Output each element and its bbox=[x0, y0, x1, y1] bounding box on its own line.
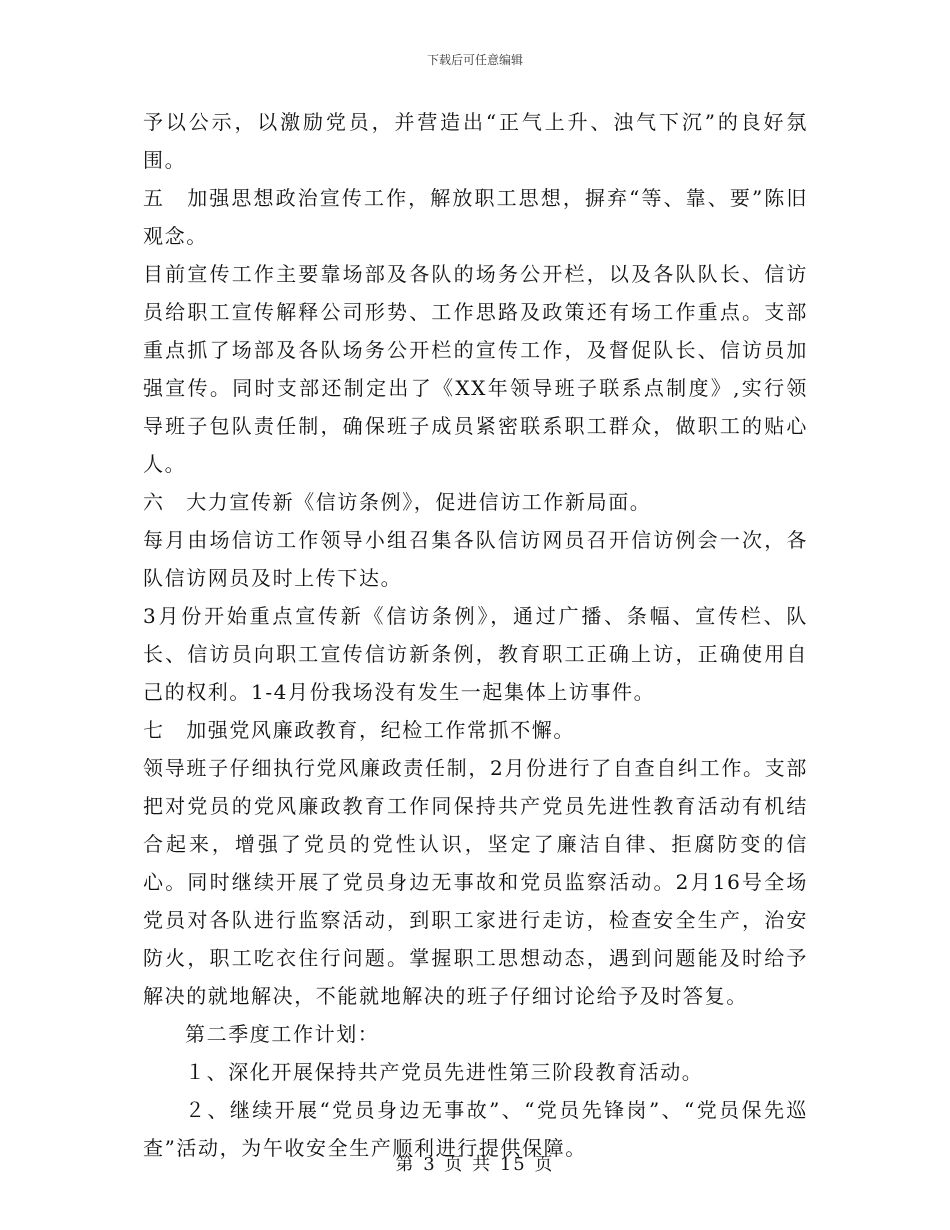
paragraph: 领导班子仔细执行党风廉政责任制，2月份进行了自查自纠工作。支部把对党员的党风廉政教育工作同保持共产党员先进性教育活动有机结合起来，增强了党员的党性认识，坚定了廉洁自律、拒腐防变的信心。同时继续开展了党员身边无事故和党员监察活动。2月16号全场党员对各队进行监察活动，到职工家进行走访，检查安全生产，治安防火，职工吃衣住行问题。掌握职工思想动态，遇到问题能及时给予解决的就地解决，不能就地解决的班子仔细讨论给予及时答复。 bbox=[143, 756, 808, 1008]
page-number: 第 3 页 共 15 页 bbox=[395, 1154, 555, 1175]
page-header: 下载后可任意编辑 bbox=[426, 53, 523, 67]
plan-item: １、深化开展保持共产党员先进性第三阶段教育活动。 bbox=[185, 1060, 704, 1084]
paragraph: 予以公示，以激励党员，并营造出“正气上升、浊气下沉”的良好氛围。 bbox=[143, 110, 808, 172]
document-body bbox=[143, 103, 808, 1167]
section-heading: 六 大力宣传新《信访条例》，促进信访工作新局面。 bbox=[143, 490, 652, 514]
plan-heading: 第二季度工作计划： bbox=[185, 1022, 380, 1046]
section-heading: 五 加强思想政治宣传工作，解放职工思想，摒弃“等、靠、要”陈旧观念。 bbox=[143, 186, 808, 248]
plan-item: ２、继续开展“党员身边无事故”、“党员先锋岗”、“党员保先巡查”活动，为午收安全生产顺利进行提供保障。 bbox=[143, 1098, 808, 1160]
paragraph: 每月由场信访工作领导小组召集各队信访网员召开信访例会一次，各队信访网员及时上传下达。 bbox=[143, 528, 808, 590]
section-heading: 七 加强党风廉政教育，纪检工作常抓不懈。 bbox=[143, 718, 575, 742]
paragraph: 目前宣传工作主要靠场部及各队的场务公开栏，以及各队队长、信访员给职工宣传解释公司形势、工作思路及政策还有场工作重点。支部重点抓了场部及各队场务公开栏的宣传工作，及督促队长、信访员加强宣传。同时支部还制定出了《XX年领导班子联系点制度》,实行领导班子包队责任制，确保班子成员紧密联系职工群众，做职工的贴心人。 bbox=[143, 262, 808, 476]
paragraph: 3月份开始重点宣传新《信访条例》，通过广播、条幅、宣传栏、队长、信访员向职工宣传信访新条例，教育职工正确上访，正确使用自己的权利。1-4月份我场没有发生一起集体上访事件。 bbox=[143, 604, 808, 704]
